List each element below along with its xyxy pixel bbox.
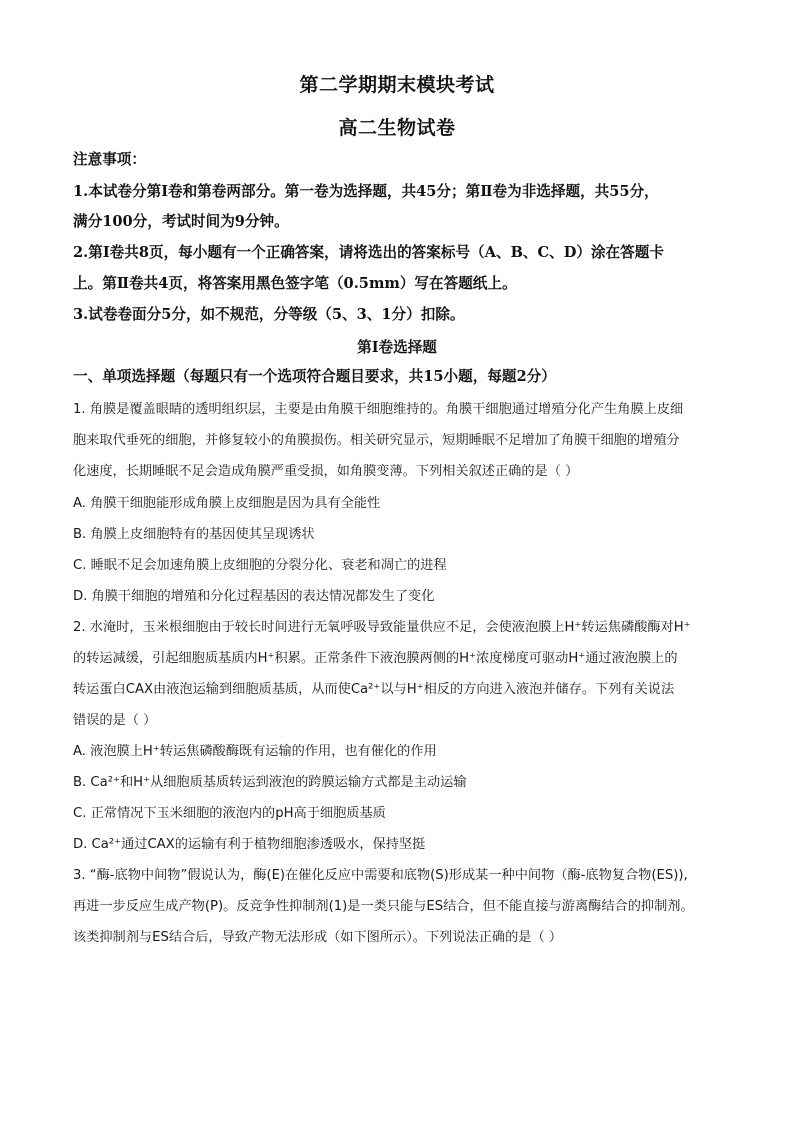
question-1-option-b: B. 角膜上皮细胞特有的基因使其呈现诱状 <box>73 527 315 542</box>
question-2-option-a: A. 液泡膜上H⁺转运焦磷酸酶既有运输的作用，也有催化的作用 <box>73 744 437 759</box>
exam-subtitle: 高二生物试卷 <box>338 117 456 139</box>
notice-item: 2.第Ⅰ卷共8页，每小题有一个正确答案，请将选出的答案标号（A、B、C、D）涂在答题卡 <box>73 244 664 261</box>
notice-item: 1.本试卷分第Ⅰ卷和第卷两部分。第一卷为选择题，共45分；第Ⅱ卷为非选择题，共55分， <box>73 183 659 200</box>
question-2-stem-line: 转运蛋白CAX由液泡运输到细胞质基质，从而使Ca²⁺以与H⁺相反的方向进入液泡并储存。下列有关说法 <box>73 682 675 697</box>
question-2-option-c: C. 正常情况下玉米细胞的液泡内的pH高于细胞质基质 <box>73 806 386 821</box>
part-heading: 一、单项选择题（每题只有一个选项符合题目要求，共15小题，每题2分） <box>73 368 556 385</box>
question-3-stem-line: 3. “酶-底物中间物”假说认为，酶(E)在催化反应中需要和底物(S)形成某一种中间物（酶-底物复合物(ES)), <box>73 868 688 883</box>
section-title: 第Ⅰ卷选择题 <box>357 339 437 356</box>
question-1-stem-line: 1. 角膜是覆盖眼睛的透明组织层，主要是由角膜干细胞维持的。角膜干细胞通过增殖分化产生角膜上皮细 <box>73 402 684 417</box>
question-1-option-c: C. 睡眠不足会加速角膜上皮细胞的分裂分化、衰老和凋亡的进程 <box>73 558 447 573</box>
question-2-stem-line: 错误的是（ ） <box>73 713 157 728</box>
question-2-stem-line: 的转运减缓，引起细胞质基质内H⁺积累。正常条件下液泡膜两侧的H⁺浓度梯度可驱动H⁺通过液泡膜上的 <box>73 651 678 666</box>
notice-item: 满分100分，考试时间为9分钟。 <box>73 213 289 230</box>
question-1-stem-line: 化速度，长期睡眠不足会造成角膜严重受损，如角膜变薄。下列相关叙述正确的是（ ） <box>73 464 579 479</box>
question-3-stem-line: 再进一步反应生成产物(P)。反竞争性抑制剂(1)是一类只能与ES结合，但不能直接与游离酶结合的抑制剂。 <box>73 899 694 914</box>
notice-heading: 注意事项： <box>73 151 146 168</box>
notice-item: 上。第Ⅱ卷共4页，将答案用黑色签字笔（0.5mm）写在答题纸上。 <box>73 275 517 292</box>
question-1-stem-line: 胞来取代垂死的细胞，并修复较小的角膜损伤。相关研究显示，短期睡眠不足增加了角膜干细胞的增殖分 <box>73 433 680 448</box>
question-1-option-d: D. 角膜干细胞的增殖和分化过程基因的表达情况都发生了变化 <box>73 589 435 604</box>
question-3-stem-line: 该类抑制剂与ES结合后，导致产物无法形成（如下图所示）。下列说法正确的是（ ） <box>73 930 563 945</box>
question-2-stem-line: 2. 水淹时，玉米根细胞由于较长时间进行无氧呼吸导致能量供应不足，会使液泡膜上H⁺转运焦磷酸酶对H⁺ <box>73 620 691 635</box>
question-2-option-d: D. Ca²⁺通过CAX的运输有利于植物细胞渗透吸水，保持坚挺 <box>73 837 426 852</box>
notice-item: 3.试卷卷面分5分，如不规范，分等级（5、3、1分）扣除。 <box>73 306 465 323</box>
exam-title: 第二学期期末模块考试 <box>299 74 495 96</box>
question-1-option-a: A. 角膜干细胞能形成角膜上皮细胞是因为具有全能性 <box>73 496 381 511</box>
question-2-option-b: B. Ca²⁺和H⁺从细胞质基质转运到液泡的跨膜运输方式都是主动运输 <box>73 775 467 790</box>
